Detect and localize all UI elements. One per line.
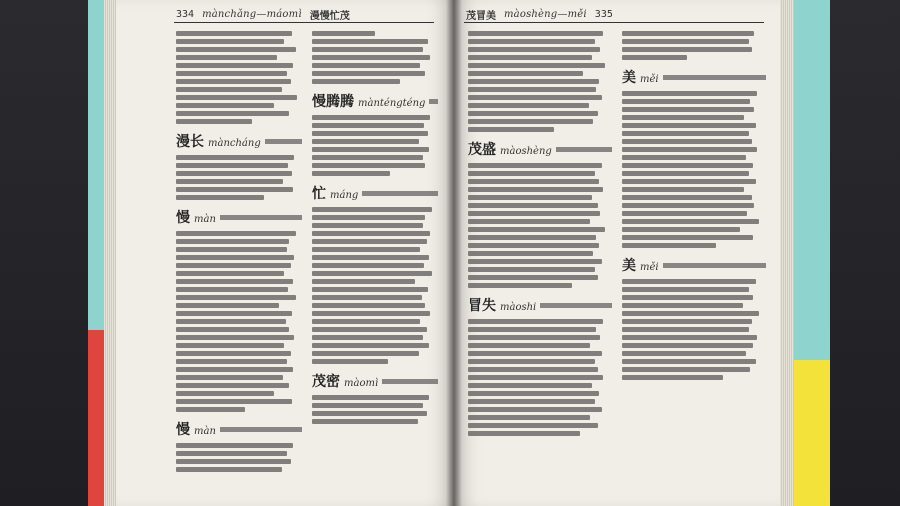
entry-headword: 茂密 xyxy=(312,374,340,390)
entry xyxy=(622,255,766,275)
entry xyxy=(312,91,438,111)
left-header-rule xyxy=(174,22,434,23)
entry xyxy=(468,139,612,159)
entry xyxy=(468,295,612,315)
right-page xyxy=(454,0,780,506)
right-column-1 xyxy=(468,28,612,498)
left-page xyxy=(116,0,454,506)
entry-pinyin: màn xyxy=(194,214,216,225)
left-page-stack xyxy=(104,0,116,506)
entry-headword: 美 xyxy=(622,258,636,274)
entry-pinyin: màoshèng xyxy=(500,146,552,157)
right-page-number: 335 xyxy=(594,8,613,20)
book-gutter-shadow xyxy=(446,0,462,506)
right-header-rule xyxy=(464,22,764,23)
left-page-number: 334 xyxy=(176,8,195,20)
left-column-2 xyxy=(312,28,438,498)
entry-pinyin: màn xyxy=(194,426,216,437)
entry xyxy=(312,371,438,391)
left-header-words: 漫慢忙茂 xyxy=(309,10,350,22)
entry-headword: 漫长 xyxy=(176,134,204,150)
right-header-range: màoshèng—měi xyxy=(504,8,587,20)
entry-headword: 慢 xyxy=(176,210,190,226)
left-column-1 xyxy=(176,28,302,498)
entry-headword: 忙 xyxy=(312,186,326,202)
entry xyxy=(312,183,438,203)
right-header-words: 茂冒美 xyxy=(466,10,496,22)
entry-pinyin: màoshi xyxy=(500,302,537,313)
right-column-2 xyxy=(622,28,766,498)
entry-pinyin: měi xyxy=(640,74,659,85)
right-cover-yellow-stripe xyxy=(790,360,830,506)
right-page-columns xyxy=(468,28,766,498)
entry-pinyin: měi xyxy=(640,262,659,273)
entry xyxy=(176,207,302,227)
left-page-columns xyxy=(176,28,438,498)
entry-headword: 冒失 xyxy=(468,298,496,314)
entry xyxy=(176,131,302,151)
entry xyxy=(622,67,766,87)
entry-headword: 慢 xyxy=(176,422,190,438)
entry-headword: 茂盛 xyxy=(468,142,496,158)
entry xyxy=(176,419,302,439)
right-page-header xyxy=(466,6,613,22)
entry-headword: 慢腾腾 xyxy=(312,94,354,110)
left-page-header xyxy=(176,6,350,22)
entry-headword: 美 xyxy=(622,70,636,86)
entry-pinyin: mànténgténg xyxy=(358,98,426,109)
entry-pinyin: màomì xyxy=(344,378,379,389)
entry-pinyin: màncháng xyxy=(208,138,261,149)
left-header-range: mànchǎng—máomì xyxy=(202,8,302,20)
right-page-stack xyxy=(778,0,794,506)
entry-pinyin: máng xyxy=(330,190,359,201)
